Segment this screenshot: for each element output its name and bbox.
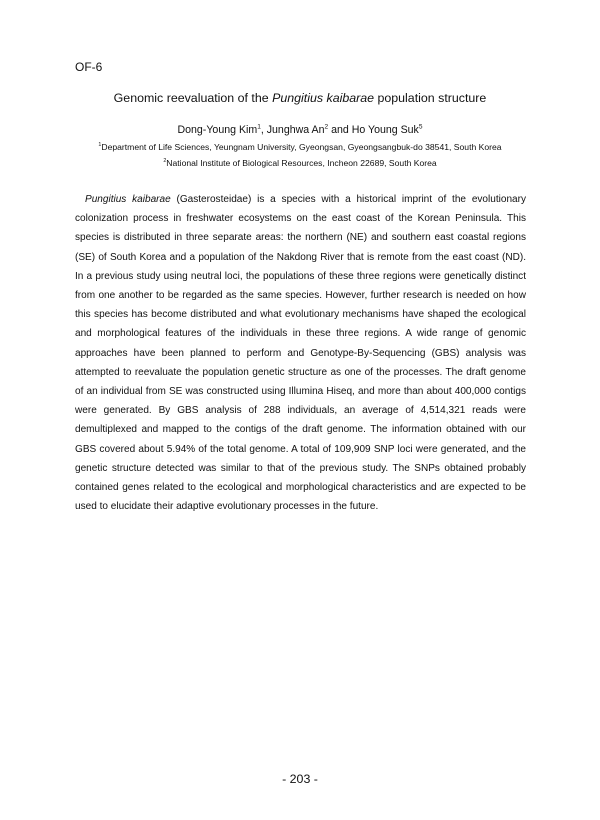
- title-suffix: population structure: [374, 91, 487, 105]
- affiliation: [0, 142, 600, 152]
- author-affiliation-mark: 2: [324, 123, 329, 131]
- author-affiliation-mark: 5: [418, 123, 423, 131]
- affiliation: [0, 158, 600, 168]
- session-code: OF-6: [75, 60, 103, 74]
- author-separator: and: [328, 124, 352, 136]
- author-name: Ho Young Suk: [351, 124, 419, 136]
- author-separator: ,: [260, 124, 267, 136]
- title-species: Pungitius kaibarae: [272, 91, 375, 105]
- paper-title: [0, 91, 600, 105]
- author-name: Junghwa An: [266, 124, 325, 136]
- affiliation-text: Department of Life Sciences, Yeungnam University, Gyeongsan, Gyeongsangbuk-do 38541, South Korea: [101, 142, 502, 152]
- title-prefix: Genomic reevaluation of the: [113, 91, 273, 105]
- abstract: [75, 190, 526, 516]
- page-number: - 203 -: [282, 772, 318, 786]
- abstract-body: (Gasterosteidae) is a species with a historical imprint of the evolutionary colonization process in freshwater ecosystems on the east coast of the Korean Peninsula. This species is distributed in three separate areas: the northern (NE) and southern east coastal regions (SE) of South Korea and a population of the Nakdong River that is remote from the east coast (ND). In a previous study using neutral loci, the populations of these three regions were genetically distinct from one another to be regarded as the same species. However, further research is needed on how this species has become distributed and what evolutionary mechanisms have shaped the ecological and morphological features of the individuals in these three regions. A wide range of genomic approaches have been planned to perform and Genotype-By-Sequencing (GBS) analysis was attempted to reevaluate the population genetic structure as one of the processes. The draft genome of an individual from SE was constructed using Illumina Hiseq, and more than about 400,000 contigs were generated. By GBS analysis of 288 individuals, an average of 4,514,321 reads were demultiplexed and mapped to the contigs of the draft genome. The information obtained with our GBS covered about 5.94% of the total genome. A total of 109,909 SNP loci were generated, and the genetic structure detected was similar to that of the previous study. The SNPs obtained probably contained genes related to the ecological and morphological characteristics and are expected to be used to elucidate their adaptive evolutionary processes in the future.: [75, 194, 526, 513]
- affiliation-text: National Institute of Biological Resources, Incheon 22689, South Korea: [166, 158, 437, 168]
- affiliation-mark: 1: [98, 142, 102, 149]
- author-list: [0, 124, 600, 136]
- affiliation-mark: 2: [163, 158, 167, 165]
- abstract-species: Pungitius kaibarae: [85, 194, 171, 205]
- author-name: Dong-Young Kim: [177, 124, 258, 136]
- author-affiliation-mark: 1: [257, 123, 261, 131]
